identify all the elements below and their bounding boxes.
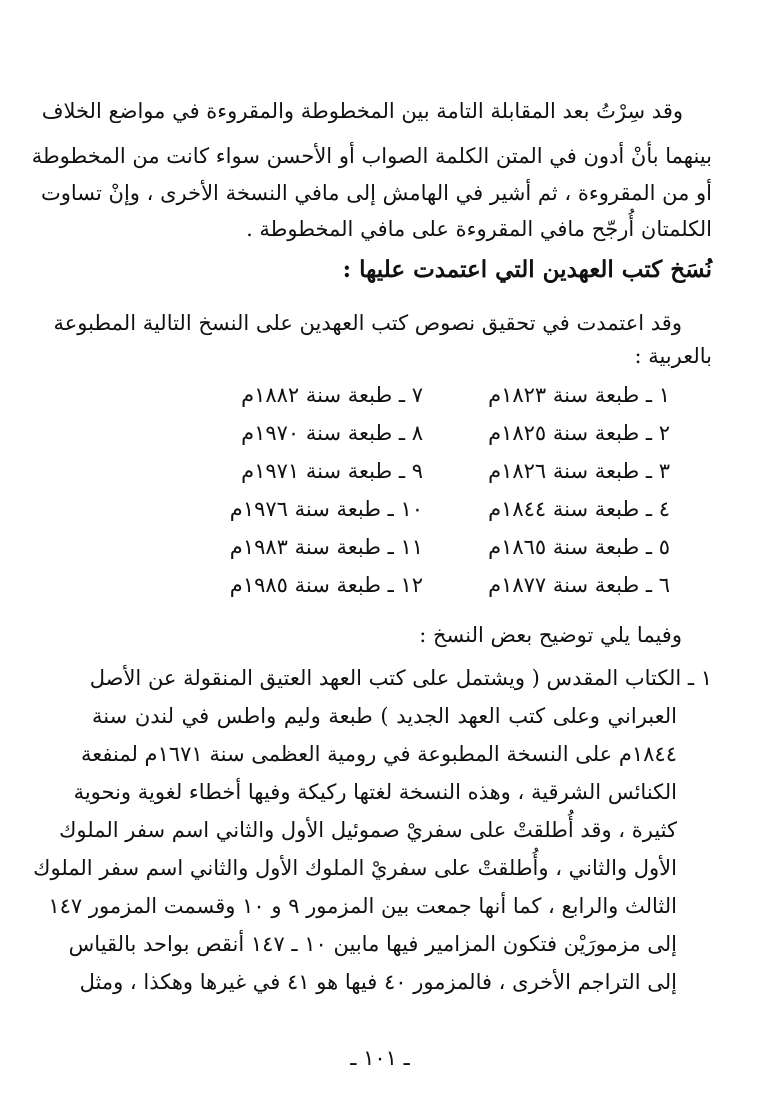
section-heading: نُسَخ كتب العهدين التي اعتمدت عليها : [342,256,712,283]
edition-item: ١ ـ طبعة سنة ١٨٢٣م [488,383,670,407]
edition-item: ١٠ ـ طبعة سنة ١٩٧٦م [229,497,423,521]
intro-line-4: الكلمتان أُرجّح مافي المقروءة على مافي المخطوطة . [246,217,712,241]
item1-line-7: الثالث والرابع ، كما أنها جمعت بين المزمور ٩ و ١٠ وقسمت المزمور ١٤٧ [48,894,677,918]
page-number: ـ ١٠١ ـ [350,1046,410,1070]
edition-item: ٥ ـ طبعة سنة ١٨٦٥م [488,535,670,559]
item1-line-6: الأول والثاني ، وأُطلقتْ على سفريْ الملوك الأول والثاني اسم سفر الملوك [33,856,677,880]
edition-item: ٨ ـ طبعة سنة ١٩٧٠م [241,421,423,445]
item1-line-9: إلى التراجم الأخرى ، فالمزمور ٤٠ فيها هو ٤١ في غيرها وهكذا ، ومثل [79,970,677,994]
item1-line-8: إلى مزمورَيْن فتكون المزامير فيها مابين ١٠ ـ ١٤٧ أنقص بواحد بالقياس [68,932,677,956]
para2-line-1: وقد اعتمدت في تحقيق نصوص كتب العهدين على النسخ التالية المطبوعة [53,311,682,335]
item1-line-1: ١ ـ الكتاب المقدس ( ويشتمل على كتب العهد العتيق المنقولة عن الأصل [89,666,712,690]
edition-item: ٩ ـ طبعة سنة ١٩٧١م [241,459,423,483]
clarify-intro: وفيما يلي توضيح بعض النسخ : [419,623,682,647]
item1-line-5: كثيرة ، وقد أُطلقتْ على سفريْ صموئيل الأول والثاني اسم سفر الملوك [59,818,677,842]
intro-line-1: وقد سِرْتُ بعد المقابلة التامة بين المخطوطة والمقروءة في مواضع الخلاف [41,99,683,123]
item1-line-3: ١٨٤٤م على النسخة المطبوعة في رومية العظمى سنة ١٦٧١م لمنفعة [80,742,677,766]
edition-item: ٧ ـ طبعة سنة ١٨٨٢م [241,383,423,407]
edition-item: ١١ ـ طبعة سنة ١٩٨٣م [229,535,423,559]
intro-line-2: بينهما بأنْ أدون في المتن الكلمة الصواب أو الأحسن سواء كانت من المخطوطة [31,144,712,168]
item1-line-2: العبراني وعلى كتب العهد الجديد ) طبعة وليم واطس في لندن سنة [92,704,677,728]
edition-item: ٦ ـ طبعة سنة ١٨٧٧م [488,573,670,597]
edition-item: ١٢ ـ طبعة سنة ١٩٨٥م [229,573,423,597]
intro-line-3: أو من المقروءة ، ثم أشير في الهامش إلى مافي النسخة الأخرى ، وإنْ تساوت [40,181,712,205]
para2-line-2: بالعربية : [634,344,712,368]
edition-item: ٤ ـ طبعة سنة ١٨٤٤م [488,497,670,521]
item1-line-4: الكنائس الشرقية ، وهذه النسخة لغتها ركيكة وفيها أخطاء لغوية ونحوية [73,780,677,804]
edition-item: ٣ ـ طبعة سنة ١٨٢٦م [488,459,670,483]
edition-item: ٢ ـ طبعة سنة ١٨٢٥م [488,421,670,445]
